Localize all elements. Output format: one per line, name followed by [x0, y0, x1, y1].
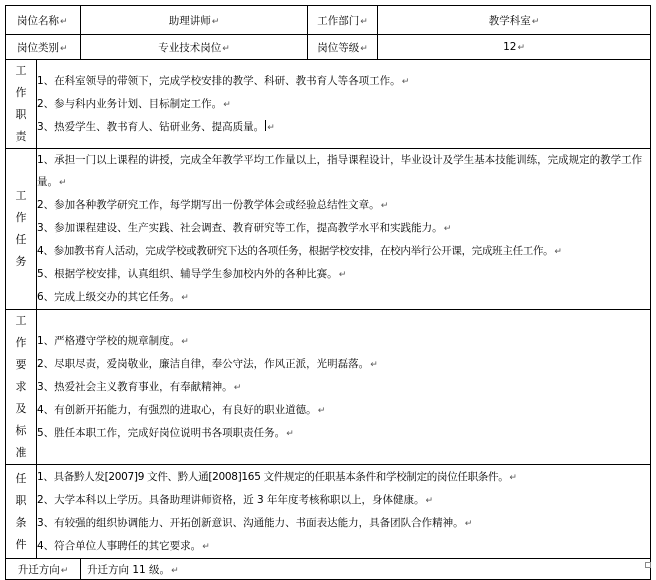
paragraph-mark-icon: ↵	[181, 293, 189, 303]
grade-label: 岗位等级	[317, 41, 360, 54]
duties-label-cell[interactable]	[6, 60, 37, 149]
paragraph-mark-icon: ↵	[222, 43, 230, 54]
list-item: 4、符合单位人事聘任的其它要求。↵	[37, 539, 210, 552]
position-name-label: 岗位名称	[17, 14, 59, 27]
paragraph-mark-icon: ↵	[554, 247, 562, 257]
department-value: 教学科室	[488, 14, 531, 27]
list-item: 6、完成上级交办的其它任务。↵	[37, 291, 189, 303]
paragraph-mark-icon: ↵	[317, 405, 326, 416]
list-item: 2、参加各种教学研究工作，每学期写出一份教学体会或经验总结性文章。↵	[37, 199, 389, 211]
requirements-label-char: 标	[15, 424, 27, 437]
paragraph-mark-icon: ↵	[286, 428, 294, 439]
list-item: 1、在科室领导的带领下，完成学校安排的教学、科研、教书育人等各项工作。↵	[37, 74, 410, 87]
category-value: 专业技术岗位	[158, 41, 222, 54]
department-label: 工作部门	[317, 14, 360, 27]
paragraph-mark-icon: ↵	[267, 122, 275, 133]
duties-label-char: 作	[15, 86, 27, 99]
position-name-value: 助理讲师	[168, 14, 211, 27]
paragraph-mark-icon: ↵	[60, 16, 68, 27]
conditions-label-char: 条	[15, 515, 27, 529]
paragraph-mark-icon: ↵	[181, 336, 189, 347]
list-item: 3、有较强的组织协调能力、开拓创新意识、沟通能力、书面表达能力，具备团队合作精神。↵	[37, 516, 473, 529]
duties-content-cell[interactable]	[37, 60, 651, 149]
requirements-label-char: 求	[15, 380, 27, 393]
requirements-row	[6, 310, 651, 465]
requirements-label-char: 及	[15, 402, 27, 415]
paragraph-mark-icon: ↵	[233, 382, 242, 393]
category-label-cell[interactable]	[6, 35, 81, 60]
requirements-label-char: 要	[15, 358, 27, 371]
paragraph-mark-icon: ↵	[211, 16, 220, 27]
requirements-label-char: 作	[15, 336, 27, 349]
list-item: 4、有创新开拓能力，有强烈的进取心，有良好的职业道德。↵	[37, 403, 326, 416]
paragraph-mark-icon: ↵	[517, 43, 525, 53]
grade-value: 12	[503, 41, 517, 53]
paragraph-mark-icon: ↵	[443, 224, 452, 234]
promotion-row	[6, 559, 651, 580]
requirements-label-cell[interactable]	[6, 310, 37, 465]
promotion-value-cell[interactable]	[81, 559, 651, 580]
grade-label-cell[interactable]	[308, 35, 378, 60]
duties-label-char: 工	[15, 64, 27, 77]
tasks-label-char: 务	[15, 255, 27, 268]
promotion-label-cell[interactable]	[6, 559, 81, 580]
duties-label-char: 职	[15, 108, 27, 121]
position-name-value-cell[interactable]	[81, 6, 308, 35]
duties-label-char: 责	[15, 130, 27, 143]
conditions-row	[6, 465, 651, 559]
tasks-content-cell[interactable]	[37, 149, 651, 310]
list-item: 2、参与科内业务计划、目标制定工作。↵	[37, 97, 231, 110]
promotion-value: 升迁方向 11 级。	[87, 563, 171, 576]
list-item: 4、参加教书育人活动，完成学校或教研究下达的各项任务，根据学校安排，在校内举行公开课，完成班主任工作。↵	[37, 245, 562, 257]
paragraph-mark-icon: ↵	[338, 270, 347, 280]
table-resize-handle[interactable]	[645, 562, 651, 568]
list-item: 1、严格遵守学校的规章制度。↵	[37, 334, 189, 347]
position-name-label-cell[interactable]	[6, 6, 81, 35]
list-item: 2、大学本科以上学历。具备助理讲师资格，近 3 年年度考核称职以上，身体健康。↵	[37, 493, 434, 506]
requirements-content-cell[interactable]	[37, 310, 651, 465]
list-item: 3、热爱社会主义教育事业，有奉献精神。↵	[37, 380, 242, 393]
tasks-label-char: 作	[15, 211, 27, 224]
requirements-label-char: 工	[15, 314, 27, 327]
paragraph-mark-icon: ↵	[360, 43, 368, 54]
department-label-cell[interactable]	[308, 6, 378, 35]
list-item: 5、根据学校安排，认真组织、辅导学生参加校内外的各种比赛。↵	[37, 268, 347, 280]
tasks-label-char: 任	[15, 233, 27, 246]
paragraph-mark-icon: ↵	[60, 43, 68, 54]
tasks-label-cell[interactable]	[6, 149, 37, 310]
list-item: 2、尽职尽责，爱岗敬业，廉洁自律，奉公守法，作风正派，光明磊落。↵	[37, 357, 378, 370]
list-item: 3、参加课程建设、生产实践、社会调查、教育研究等工作，提高教学水平和实践能力。↵	[37, 222, 452, 234]
job-description-table	[5, 5, 651, 580]
list-item: 1、具备黔人发[2007]9 文件、黔人通[2008]165 文件规定的任职基本条件和学校制定的岗位任职条件。↵	[37, 470, 517, 483]
paragraph-mark-icon: ↵	[59, 178, 67, 188]
requirements-label-char: 准	[15, 446, 27, 459]
tasks-row	[6, 149, 651, 310]
conditions-content-cell[interactable]	[37, 465, 651, 559]
paragraph-mark-icon: ↵	[425, 495, 434, 506]
paragraph-mark-icon: ↵	[202, 541, 210, 552]
category-row	[6, 35, 651, 60]
paragraph-mark-icon: ↵	[223, 99, 231, 110]
paragraph-mark-icon: ↵	[464, 518, 473, 529]
list-item: 5、胜任本职工作，完成好岗位说明书各项职责任务。↵	[37, 426, 294, 439]
paragraph-mark-icon: ↵	[60, 565, 69, 576]
paragraph-mark-icon: ↵	[360, 16, 368, 27]
paragraph-mark-icon: ↵	[171, 565, 179, 576]
paragraph-mark-icon: ↵	[531, 16, 540, 27]
conditions-label-char: 任	[15, 471, 27, 485]
category-value-cell[interactable]	[81, 35, 308, 60]
list-item: 3、热爱学生、教书育人、钻研业务、提高质量。 ↵	[37, 120, 275, 133]
paragraph-mark-icon: ↵	[370, 359, 378, 370]
conditions-label-char: 职	[15, 493, 27, 507]
paragraph-mark-icon: ↵	[509, 472, 517, 483]
position-row	[6, 6, 651, 35]
category-label: 岗位类别	[17, 41, 59, 54]
duties-row	[6, 60, 651, 149]
conditions-label-char: 件	[15, 537, 27, 551]
paragraph-mark-icon: ↵	[401, 76, 410, 87]
paragraph-mark-icon: ↵	[380, 201, 389, 211]
tasks-label-char: 工	[15, 189, 27, 202]
promotion-label: 升迁方向	[17, 563, 60, 576]
list-item: 1、承担一门以上课程的讲授，完成全年教学平均工作量以上，指导课程设计，毕业设计及学生基本技能训练，完成规定的教学工作量。↵	[37, 154, 643, 188]
department-value-cell[interactable]	[378, 6, 651, 35]
conditions-label-cell[interactable]	[6, 465, 37, 559]
grade-value-cell[interactable]	[378, 35, 651, 60]
